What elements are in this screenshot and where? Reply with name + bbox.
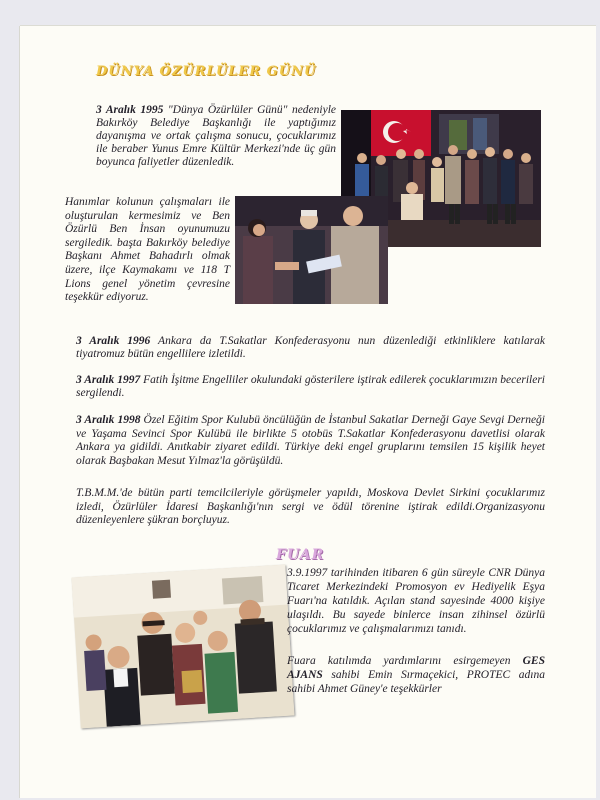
fair-photo — [72, 565, 295, 729]
event-1996-text: Ankara da T.Sakatlar Konfederasyonu nun düzenlediği etkinliklere katılarak tiyatromuz bütün engellilere izletildi. — [76, 335, 546, 360]
event-1998 — [76, 414, 545, 468]
award-photo-drawing — [235, 196, 388, 304]
ladies-paragraph: Hanımlar kolunun çalışmaları ile oluşturulan kermesimiz ve Ben Özürlü Ben İnsan oyunumuzu sergiledik. başta Bakırköy belediye Başkanı Ahmet Bahadırlı olmak üzere, ilçe Kaymakamı ve 118 T Lions genel yönetim çevresine teşekkür ediyoruz. — [65, 196, 230, 304]
intro-paragraph — [96, 104, 336, 169]
event-1997 — [76, 374, 545, 400]
fuar-paragraph-1: 3.9.1997 tarihinden itibaren 6 gün süreyle CNR Dünya Ticaret Merkezindeki Promosyon ev Hediyelik Eşya Fuarı'na katıldık. Açılan stand sayesinde 4000 kişiye ulaşıldı. Bu sayede binlerce insan zihinsel özürlü çocuklarımız ve çalışmalarımızı tanıdı. — [287, 567, 545, 635]
event-1996-date: 3 Aralık 1996 — [76, 335, 151, 347]
fuar-thanks-pre: Fuara katılımda yardımlarını esirgemeyen — [287, 655, 523, 667]
tbmm-paragraph: T.B.M.M.'de bütün parti temcilcileriyle görüşmeler yapıldı, Moskova Devlet Sirkini çocuklarımız izledi, Özürlüler İdaresi Başkanlığı'nın sergi ve ödül törenine iştirak edildi.Organizasyonu düzenleyenlere şükran borçluyuz. — [76, 487, 545, 527]
fuar-thanks-post: sahibi Emin Sırmaçekici, PROTEC adına sahibi Ahmet Güney'e teşekkürler — [287, 669, 545, 695]
event-1998-text: Özel Eğitim Spor Kulubü öncülüğün de İstanbul Sakatlar Derneği Gaye Sevgi Derneği ve Yaşama Sevinci Spor Kulübü ile birlikte 5 otobüs T.Sakatlar Konfederasyonu davetlisi olarak Ankara ya gidildi. Anıtkabir ziyaret edildi. Türkiye deki engel gruplarını temsilen 15 kişilik heyet olarak Başbakan Mesut Yılmaz'la görüşüldü. — [76, 414, 545, 467]
event-1996 — [76, 335, 545, 361]
page-title: DÜNYA ÖZÜRLÜLER GÜNÜ — [96, 64, 317, 79]
fuar-paragraph-2 — [287, 654, 545, 696]
event-1997-date: 3 Aralık 1997 — [76, 374, 141, 386]
intro-date: 3 Aralık 1995 — [96, 104, 164, 116]
event-1997-text: Fatih İşitme Engelliler okulundaki gösterilere iştirak edilerek çocuklarımızın becerileri sergilendi. — [76, 374, 545, 399]
event-1998-date: 3 Aralık 1998 — [76, 414, 141, 426]
award-photo — [235, 196, 388, 304]
fuar-title: FUAR — [276, 547, 325, 563]
fair-photo-drawing — [72, 565, 295, 729]
ges-ajans-name: GES AJANS — [287, 655, 545, 681]
award-plaque — [182, 670, 203, 693]
intro-text: "Dünya Özürlüler Günü" nedeniyle Bakırköy Belediye Başkanlığı ile yaptığımız dayanışma ve ortak çalışma sonucu, çocuklarımız ile beraber Yunus Emre Kültür Merkezi'nde üç gün boyunca faliyetler düzenledik. — [96, 104, 337, 168]
